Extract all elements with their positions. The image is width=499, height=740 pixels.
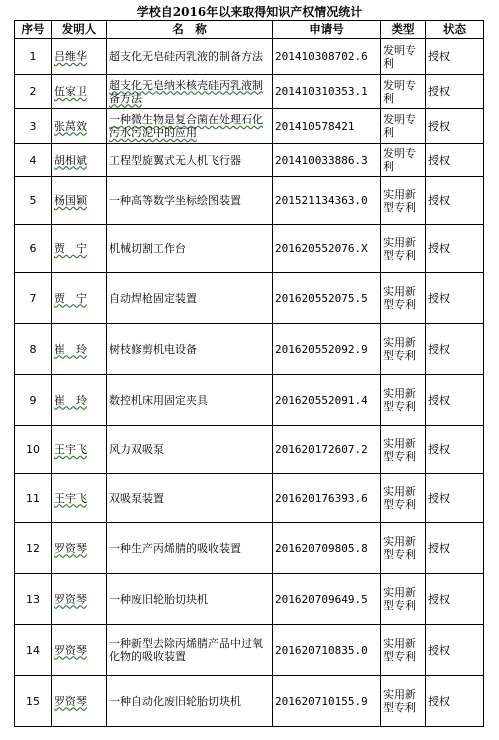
cell-inventor-text: 张莴效 xyxy=(54,119,87,133)
cell-app-no-text: 201620552092.9 xyxy=(275,342,368,356)
cell-no xyxy=(15,474,52,523)
cell-app-no xyxy=(273,375,381,426)
cell-inventor-text: 杨国颖 xyxy=(54,194,87,207)
table-row xyxy=(15,273,484,324)
cell-status-text: 授权 xyxy=(428,291,450,305)
cell-name xyxy=(107,75,273,109)
cell-no-text: 15 xyxy=(26,694,40,708)
table-row xyxy=(15,177,484,225)
header-no: 序号 xyxy=(15,21,52,39)
cell-name-text: 一种自动化废旧轮胎切块机 xyxy=(109,694,241,708)
cell-name xyxy=(107,324,273,375)
table-body xyxy=(15,39,484,727)
cell-no-text: 2 xyxy=(29,85,37,98)
cell-inventor-text: 吕维华 xyxy=(54,50,87,63)
cell-inventor xyxy=(52,676,107,727)
cell-type-text: 发明专利 xyxy=(383,147,416,173)
cell-name xyxy=(107,574,273,625)
cell-name xyxy=(107,474,273,523)
cell-app-no xyxy=(273,39,381,75)
cell-app-no xyxy=(273,177,381,225)
cell-inventor-text: 王宇飞 xyxy=(54,491,87,505)
cell-type-text: 实用新型专利 xyxy=(383,436,416,463)
cell-inventor xyxy=(52,109,107,144)
cell-app-no xyxy=(273,144,381,177)
cell-status xyxy=(426,426,484,474)
cell-type-text: 实用新型专利 xyxy=(383,235,416,262)
cell-inventor-text: 罗资琴 xyxy=(54,694,87,708)
table-row xyxy=(15,523,484,574)
cell-inventor xyxy=(52,523,107,574)
cell-name-text: 自动焊枪固定装置 xyxy=(109,291,197,305)
cell-no xyxy=(15,39,52,75)
cell-type-text: 实用新型专利 xyxy=(383,688,416,714)
header-type: 类型 xyxy=(381,21,426,39)
cell-app-no xyxy=(273,426,381,474)
cell-status xyxy=(426,39,484,75)
cell-status-text: 授权 xyxy=(428,194,450,207)
cell-status-text: 授权 xyxy=(428,491,450,505)
cell-type xyxy=(381,177,426,225)
table-row xyxy=(15,625,484,676)
cell-no-text: 8 xyxy=(29,342,37,356)
cell-type xyxy=(381,523,426,574)
cell-status-text: 授权 xyxy=(428,541,450,555)
cell-name-text: 工程型旋翼式无人机飞行器 xyxy=(109,153,241,167)
cell-status-text: 授权 xyxy=(428,393,450,407)
cell-status xyxy=(426,273,484,324)
cell-no xyxy=(15,625,52,676)
cell-app-no xyxy=(273,109,381,144)
cell-app-no-text: 201410310353.1 xyxy=(275,85,368,98)
cell-inventor xyxy=(52,375,107,426)
header-app-no: 申请号 xyxy=(273,21,381,39)
cell-inventor-text: 罗资琴 xyxy=(54,541,87,555)
header-inventor: 发明人 xyxy=(52,21,107,39)
cell-no-text: 6 xyxy=(29,242,37,255)
cell-app-no xyxy=(273,574,381,625)
cell-no-text: 10 xyxy=(26,443,40,456)
table-row xyxy=(15,75,484,109)
cell-status xyxy=(426,144,484,177)
cell-inventor xyxy=(52,324,107,375)
cell-status xyxy=(426,676,484,727)
cell-inventor xyxy=(52,177,107,225)
table-row xyxy=(15,676,484,727)
cell-status xyxy=(426,474,484,523)
cell-app-no-text: 201620709805.8 xyxy=(275,541,368,555)
cell-no-text: 12 xyxy=(26,541,40,555)
cell-type-text: 实用新型专利 xyxy=(383,285,416,311)
cell-no-text: 1 xyxy=(29,50,37,63)
cell-type-text: 实用新型专利 xyxy=(383,336,416,362)
cell-no xyxy=(15,375,52,426)
cell-app-no-text: 201620552076.X xyxy=(275,242,368,255)
cell-type-text: 实用新型专利 xyxy=(383,187,416,214)
cell-type-text: 发明专利 xyxy=(383,43,416,70)
cell-name xyxy=(107,144,273,177)
cell-status-text: 授权 xyxy=(428,592,450,606)
cell-name xyxy=(107,273,273,324)
cell-no-text: 3 xyxy=(29,119,37,133)
cell-type-text: 发明专利 xyxy=(383,78,416,105)
cell-name-text: 数控机床用固定夹具 xyxy=(109,393,208,407)
cell-status-text: 授权 xyxy=(428,342,450,356)
cell-type xyxy=(381,273,426,324)
cell-app-no xyxy=(273,676,381,727)
ip-statistics-table xyxy=(14,20,484,727)
cell-app-no xyxy=(273,474,381,523)
cell-type xyxy=(381,225,426,273)
cell-app-no-text: 201620710155.9 xyxy=(275,694,368,708)
cell-no xyxy=(15,144,52,177)
header-status: 状态 xyxy=(426,21,484,39)
cell-name xyxy=(107,676,273,727)
cell-type-text: 实用新型专利 xyxy=(383,637,416,663)
cell-status-text: 授权 xyxy=(428,119,450,133)
cell-status-text: 授权 xyxy=(428,50,450,63)
cell-status-text: 授权 xyxy=(428,153,450,167)
table-header-row xyxy=(15,21,484,39)
cell-inventor xyxy=(52,574,107,625)
cell-app-no-text: 201620172607.2 xyxy=(275,443,368,456)
cell-status xyxy=(426,324,484,375)
cell-name-text: 超支化无皂纳米核壳硅丙乳液制备方法 xyxy=(109,78,263,105)
cell-name-text: 双吸泵装置 xyxy=(109,491,164,505)
cell-app-no-text: 201620552075.5 xyxy=(275,291,368,305)
cell-type-text: 实用新型专利 xyxy=(383,586,416,612)
cell-app-no xyxy=(273,225,381,273)
header-name: 名 称 xyxy=(107,21,273,39)
cell-type xyxy=(381,39,426,75)
cell-inventor-text: 罗资琴 xyxy=(54,592,87,606)
cell-no xyxy=(15,324,52,375)
document-title: 学校自2016年以来取得知识产权情况统计 xyxy=(136,5,363,19)
cell-name xyxy=(107,426,273,474)
cell-inventor-text: 贾 宁 xyxy=(54,291,87,305)
table-row xyxy=(15,225,484,273)
table-row xyxy=(15,474,484,523)
cell-status xyxy=(426,523,484,574)
cell-type-text: 实用新型专利 xyxy=(383,485,416,511)
table-row xyxy=(15,375,484,426)
cell-app-no-text: 201620552091.4 xyxy=(275,393,368,407)
cell-status xyxy=(426,75,484,109)
cell-name-text: 一种新型去除丙烯腈产品中过氧化物的吸收装置 xyxy=(109,637,263,663)
cell-app-no-text: 201410033886.3 xyxy=(275,153,368,167)
cell-inventor xyxy=(52,144,107,177)
cell-inventor-text: 王宇飞 xyxy=(54,443,87,456)
cell-no-text: 11 xyxy=(26,491,40,505)
cell-inventor xyxy=(52,273,107,324)
cell-name xyxy=(107,225,273,273)
cell-app-no xyxy=(273,75,381,109)
cell-inventor xyxy=(52,225,107,273)
cell-type xyxy=(381,144,426,177)
cell-name-text: 一种生产丙烯腈的吸收装置 xyxy=(109,541,241,555)
cell-name-text: 超支化无皂硅丙乳液的制备方法 xyxy=(109,50,263,63)
cell-name-text: 一种微生物是复合菌在处理石化污水污泥中的应用 xyxy=(109,113,263,139)
table-row xyxy=(15,426,484,474)
table-row xyxy=(15,39,484,75)
cell-no xyxy=(15,676,52,727)
cell-type xyxy=(381,324,426,375)
cell-status xyxy=(426,225,484,273)
cell-status-text: 授权 xyxy=(428,643,450,657)
cell-name xyxy=(107,177,273,225)
cell-app-no-text: 201620710835.0 xyxy=(275,643,368,657)
cell-name-text: 风力双吸泵 xyxy=(109,443,164,456)
cell-inventor xyxy=(52,625,107,676)
cell-name xyxy=(107,375,273,426)
cell-no-text: 9 xyxy=(29,393,37,407)
cell-app-no-text: 201620709649.5 xyxy=(275,592,368,606)
table-row xyxy=(15,324,484,375)
cell-status-text: 授权 xyxy=(428,242,450,255)
cell-status-text: 授权 xyxy=(428,85,450,98)
cell-type-text: 实用新型专利 xyxy=(383,387,416,413)
cell-app-no xyxy=(273,324,381,375)
cell-inventor xyxy=(52,39,107,75)
cell-no xyxy=(15,109,52,144)
cell-type xyxy=(381,109,426,144)
cell-name-text: 一种高等数学坐标绘图装置 xyxy=(109,194,241,207)
cell-name-text: 机械切割工作台 xyxy=(109,242,186,255)
cell-type xyxy=(381,75,426,109)
cell-app-no-text: 201410308702.6 xyxy=(275,50,368,63)
cell-name xyxy=(107,39,273,75)
cell-inventor-text: 崔 玲 xyxy=(54,342,87,356)
cell-no xyxy=(15,177,52,225)
cell-inventor-text: 贾 宁 xyxy=(54,242,87,255)
cell-app-no-text: 201521134363.0 xyxy=(275,194,368,207)
cell-type-text: 实用新型专利 xyxy=(383,535,416,561)
cell-app-no xyxy=(273,625,381,676)
cell-name xyxy=(107,109,273,144)
cell-status xyxy=(426,375,484,426)
cell-app-no xyxy=(273,273,381,324)
cell-type-text: 发明专利 xyxy=(383,113,416,139)
cell-inventor-text: 罗资琴 xyxy=(54,643,87,657)
cell-status xyxy=(426,177,484,225)
cell-type xyxy=(381,676,426,727)
cell-name xyxy=(107,523,273,574)
cell-inventor xyxy=(52,474,107,523)
cell-name xyxy=(107,625,273,676)
cell-status-text: 授权 xyxy=(428,443,450,456)
cell-no-text: 14 xyxy=(26,643,40,657)
cell-type xyxy=(381,375,426,426)
cell-status xyxy=(426,625,484,676)
cell-no xyxy=(15,523,52,574)
cell-status-text: 授权 xyxy=(428,694,450,708)
cell-no-text: 5 xyxy=(29,194,37,207)
cell-app-no-text: 201620176393.6 xyxy=(275,491,368,505)
cell-type xyxy=(381,426,426,474)
table-row xyxy=(15,574,484,625)
cell-no-text: 4 xyxy=(29,153,37,167)
cell-type xyxy=(381,625,426,676)
cell-inventor xyxy=(52,75,107,109)
cell-inventor-text: 胡相斌 xyxy=(54,153,87,167)
table-row xyxy=(15,109,484,144)
cell-status xyxy=(426,574,484,625)
cell-no xyxy=(15,426,52,474)
cell-no-text: 13 xyxy=(26,592,40,606)
cell-no-text: 7 xyxy=(29,291,37,305)
cell-name-text: 一种废旧轮胎切块机 xyxy=(109,592,208,606)
cell-no xyxy=(15,273,52,324)
cell-type xyxy=(381,574,426,625)
cell-inventor-text: 伍家卫 xyxy=(54,85,87,98)
cell-no xyxy=(15,225,52,273)
cell-inventor xyxy=(52,426,107,474)
cell-name-text: 树枝修剪机电设备 xyxy=(109,342,197,356)
cell-inventor-text: 崔 玲 xyxy=(54,393,87,407)
cell-type xyxy=(381,474,426,523)
cell-app-no-text: 201410578421 xyxy=(275,119,355,133)
table-row xyxy=(15,144,484,177)
cell-app-no xyxy=(273,523,381,574)
cell-status xyxy=(426,109,484,144)
cell-no xyxy=(15,75,52,109)
cell-no xyxy=(15,574,52,625)
